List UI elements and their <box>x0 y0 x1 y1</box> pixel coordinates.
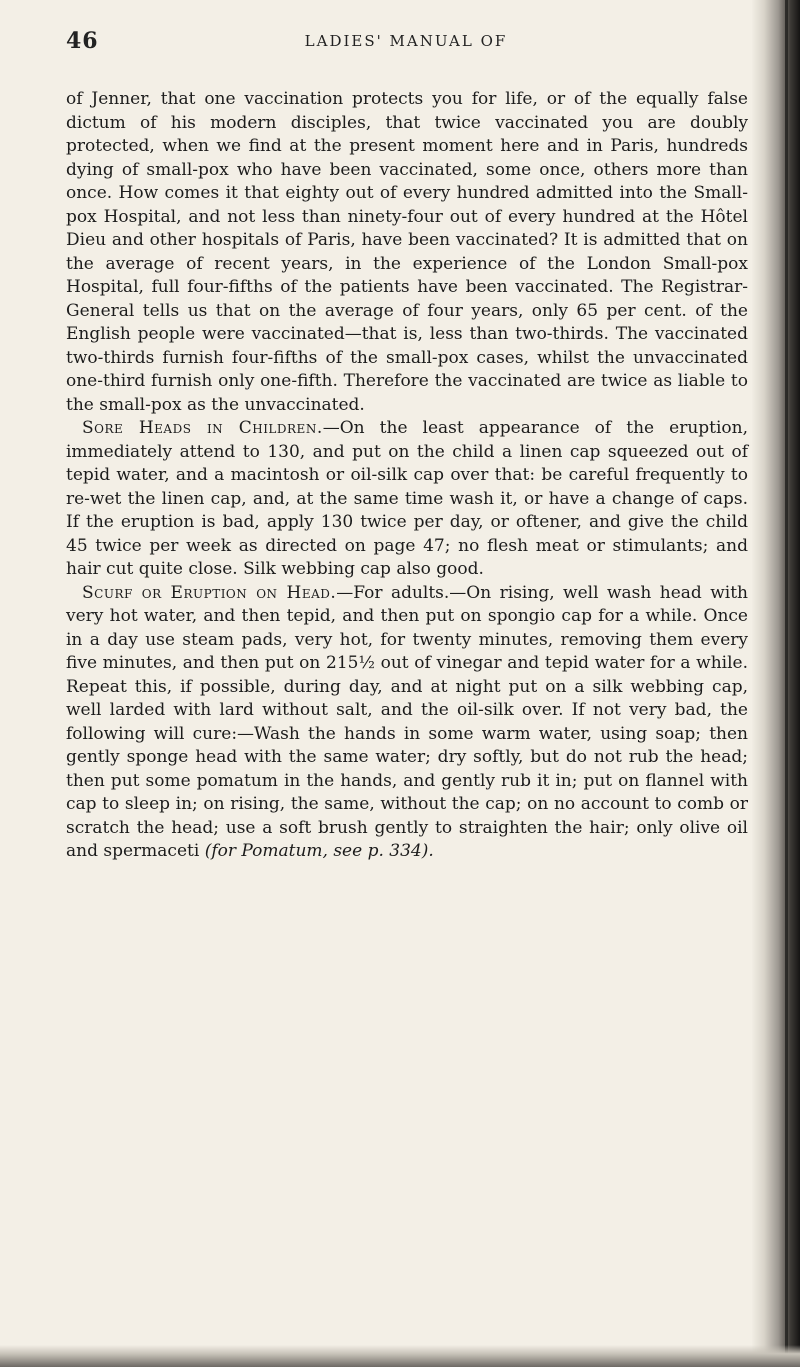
pomatum-reference: (for Pomatum, see p. 334). <box>204 841 434 861</box>
paragraph-scurf <box>66 582 748 864</box>
paragraph-text: of Jenner, that one vaccination protects you for life, or of the equally false dictum of his modern disciples, that twice vaccinated you are doubly protected, when we find at the present moment here and in Paris, hundreds dying of small-pox who have been vaccinated, some once, others more than once. How comes it that eighty out of every hundred admitted into the Small-pox Hospital, and not less than ninety-four out of every hundred at the Hôtel Dieu and other hospitals of Paris, have been vaccinated? It is admitted that on the average of recent years, in the experience of the London Small-pox Hospital, full four-fifths of the patients have been vaccinated. The Registrar-General tells us that on the average of four years, only 65 per cent. of the English people were vaccinated—that is, less than two-thirds. The vaccinated two-thirds furnish four-fifths of the small-pox cases, whilst the unvaccinated one-third furnish only one-fifth. Therefore the vaccinated are twice as liable to the small-pox as the unvaccinated. <box>66 89 748 415</box>
page-header <box>66 28 746 68</box>
section-heading-scurf: Scurf or Eruption on Head. <box>82 582 337 603</box>
book-spine-shadow <box>752 0 800 1367</box>
body-text <box>66 88 748 864</box>
paragraph-text: —On the least appearance of the eruption, immediately attend to 130, and put on the child a linen cap squeezed out of tepid water, and a macintosh or oil-silk cap over that: be careful frequently to re-wet the linen cap, and, at the same time wash it, or have a change of caps. If the eruption is bad, apply 130 twice per day, or oftener, and give the child 45 twice per week as directed on page 47; no flesh meat or stimulants; and hair cut quite close. Silk webbing cap also good. <box>66 418 749 579</box>
section-heading-sore-heads: Sore Heads in Children. <box>82 418 323 438</box>
running-head: LADIES' MANUAL OF <box>304 32 508 50</box>
bottom-edge-shadow <box>0 1345 800 1367</box>
page-edge-line <box>785 0 788 1367</box>
page-number: 46 <box>66 28 99 54</box>
paragraph-sore-heads <box>66 417 748 582</box>
paragraph-text: —For adults.—On rising, well wash head with very hot water, and then tepid, and then put on spongio cap for a while. Once in a day use steam pads, very hot, for twenty minutes, removing them every five minutes, and then put on 215½ out of vinegar and tepid water for a while. Repeat this, if possible, during day, and at night put on a silk webbing cap, well larded with lard without salt, and the oil-silk over. If not very bad, the following will cure:—Wash the hands in some warm water, using soap; then gently sponge head with the same water; dry softly, but do not rub the head; then put some pomatum in the hands, and gently rub it in; put on flannel with cap to sleep in; on rising, the same, without the cap; on no account to comb or scratch the head; use a soft brush gently to straighten the hair; only olive oil and spermaceti <box>66 582 749 861</box>
paragraph-vaccination <box>66 88 748 417</box>
